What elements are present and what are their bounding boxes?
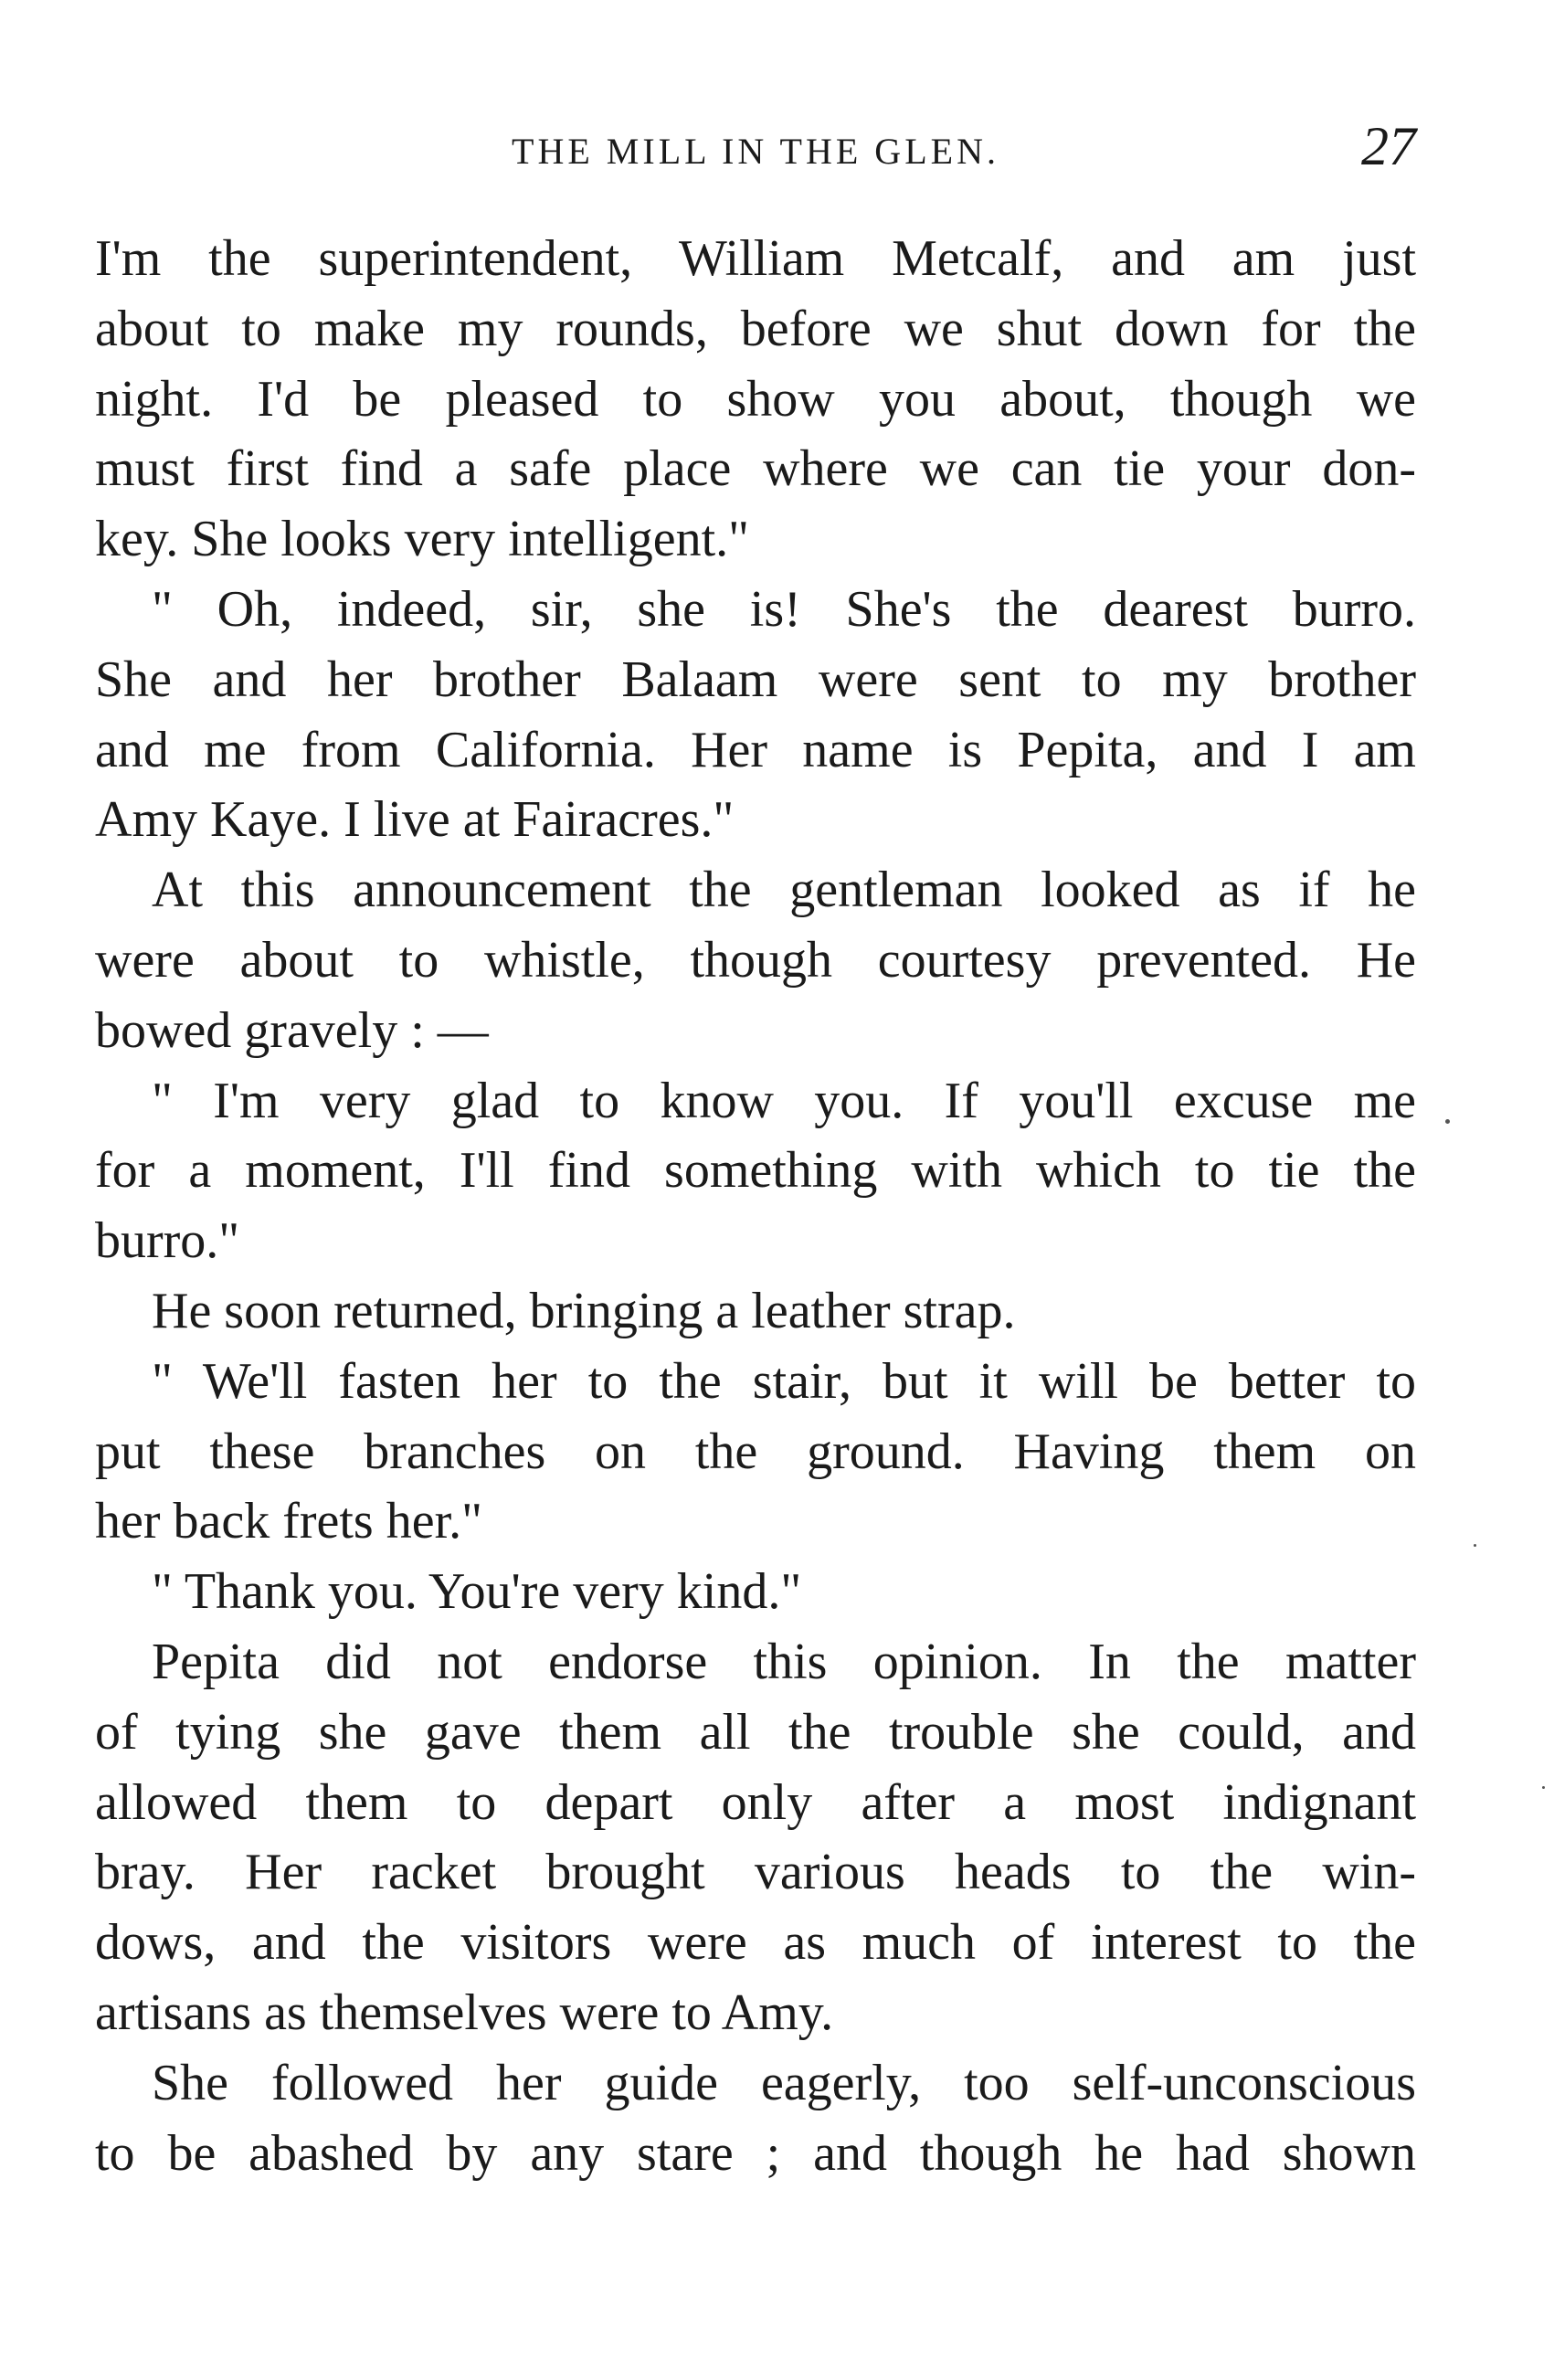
text-line: He soon returned, bringing a leather strap. <box>152 1282 1016 1339</box>
text-line: " I'm very glad to know you. If you'll excuse me <box>152 1072 1416 1129</box>
print-speck <box>1445 1119 1450 1124</box>
text-line: allowed them to depart only after a most indignant <box>95 1773 1416 1831</box>
running-title: THE MILL IN THE GLEN. <box>512 131 999 172</box>
text-line: to be abashed by any stare ; and though he had shown <box>95 2124 1416 2182</box>
print-speck <box>1542 1786 1545 1789</box>
text-line: Amy Kaye. I live at Fairacres." <box>95 791 735 849</box>
text-line: Pepita did not endorse this opinion. In the matter <box>152 1633 1416 1690</box>
body-text <box>95 224 1416 2188</box>
text-line: At this announcement the gentleman looked as if he <box>152 862 1416 919</box>
text-line: put these branches on the ground. Having them on <box>95 1423 1416 1480</box>
text-line: her back frets her." <box>95 1493 482 1550</box>
text-line: She and her brother Balaam were sent to my brother <box>95 651 1416 708</box>
text-line: bowed gravely : — <box>95 1001 489 1059</box>
text-line: She followed her guide eagerly, too self-unconscious <box>152 2054 1416 2111</box>
text-line: about to make my rounds, before we shut down for the <box>95 300 1416 357</box>
text-line: bray. Her racket brought various heads to the win- <box>95 1844 1416 1901</box>
text-line: night. I'd be pleased to show you about, though we <box>95 370 1416 428</box>
text-line: artisans as themselves were to Amy. <box>95 1983 834 2041</box>
page-number: 27 <box>1361 116 1416 176</box>
text-line: for a moment, I'll find something with which to tie the <box>95 1142 1416 1200</box>
text-line: burro." <box>95 1212 240 1270</box>
text-line: key. She looks very intelligent." <box>95 511 749 568</box>
text-line: of tying she gave them all the trouble she could, and <box>95 1703 1416 1761</box>
text-line: " Thank you. You're very kind." <box>152 1563 802 1621</box>
text-line: dows, and the visitors were as much of interest to the <box>95 1914 1416 1972</box>
text-line: " Oh, indeed, sir, she is! She's the dearest burro. <box>152 580 1416 638</box>
text-line: were about to whistle, though courtesy prevented. He <box>95 931 1416 989</box>
text-line: I'm the superintendent, William Metcalf, and am just <box>95 230 1416 287</box>
text-line: must first find a safe place where we can tie your don- <box>95 440 1416 498</box>
text-line: " We'll fasten her to the stair, but it will be better to <box>152 1352 1416 1410</box>
print-speck <box>1474 1544 1476 1547</box>
text-line: and me from California. Her name is Pepita, and I am <box>95 721 1416 778</box>
page-header <box>95 117 1416 199</box>
